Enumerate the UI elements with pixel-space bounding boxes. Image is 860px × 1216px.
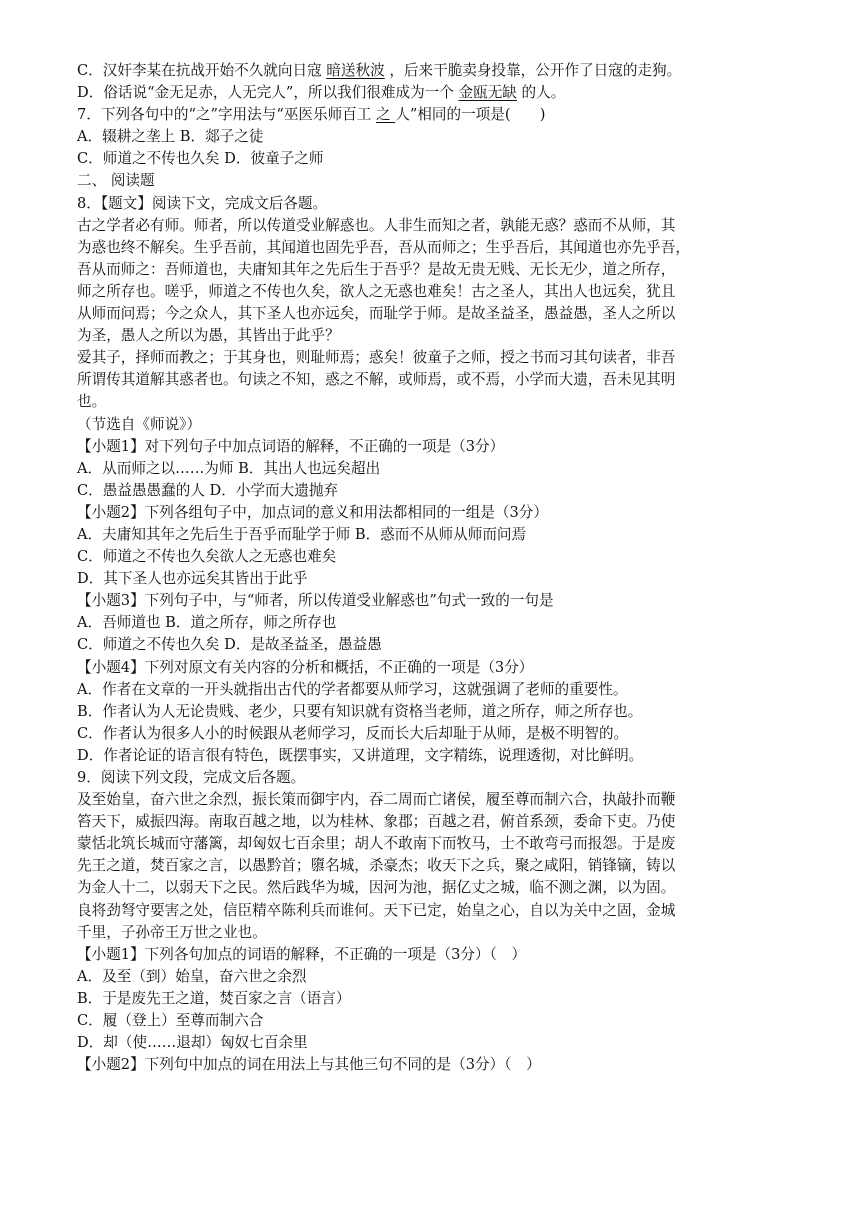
option-line: C．愚益愚愚蠢的人 D．小学而大遗抛弃 — [77, 481, 339, 499]
passage-line: 吾从而师之：吾师道也，夫庸知其年之先后生于吾乎？是故无贵无贱、无长无少，道之所存， — [77, 260, 676, 278]
option-line: D．却（使……退却）匈奴七百余里 — [77, 1034, 308, 1052]
passage-source: （节选自《师说》） — [77, 415, 202, 433]
passage-line: 蒙恬北筑长城而守藩篱，却匈奴七百余里；胡人不敢南下而牧马，士不敢弯弓而报怨。于是废 — [77, 835, 676, 853]
q8-sub3-stem: 【小题3】下列句子中，与“师者，所以传道受业解惑也”句式一致的一句是 — [77, 592, 554, 610]
q8-sub1-stem: 【小题1】对下列句子中加点词语的解释，不正确的一项是（3分） — [77, 437, 505, 455]
passage-line: 为惑也终不解矣。生乎吾前，其闻道也固先乎吾，吾从而师之；生乎吾后，其闻道也亦先乎吾， — [77, 238, 690, 256]
passage-line: 良将劲弩守要害之处，信臣精卒陈利兵而谁何。天下已定，始皇之心，自以为关中之固，金城 — [77, 901, 676, 919]
passage-line: 所谓传其道解其惑者也。句读之不知，惑之不解，或师焉，或不焉，小学而大遗，吾未见其明 — [77, 371, 676, 389]
passage-line: 笞天下，威振四海。南取百越之地，以为桂林、象郡；百越之君，俯首系颈，委命下吏。乃使 — [77, 813, 676, 831]
option-line: C．作者认为很多人小的时候跟从老师学习，反而长大后却耻于从师，是极不明智的。 — [77, 724, 629, 742]
underlined-phrase: 之 — [376, 106, 396, 124]
q6-option-d: D．俗话说“金无足赤，人无完人”，所以我们很难成为一个 金瓯无缺 的人。 — [77, 84, 566, 102]
passage-line: 从师而问焉；今之众人，其下圣人也亦远矣，而耻学于师。是故圣益圣，愚益愚，圣人之所以 — [77, 305, 676, 323]
q8-passage — [77, 215, 787, 436]
option-line: C．履（登上）至尊而制六合 — [77, 1012, 264, 1030]
passage-line: 古之学者必有师。师者，所以传道受业解惑也。人非生而知之者，孰能无惑？惑而不从师，其 — [77, 216, 676, 234]
q8-sub2-stem: 【小题2】下列各组句子中，加点词的意义和用法都相同的一组是（3分） — [77, 503, 548, 521]
option-line: A．夫庸知其年之先后生于吾乎而耻学于师 B．惑而不从师从师而问焉 — [77, 525, 527, 543]
passage-line: 也。 — [77, 393, 107, 411]
option-line: A．作者在文章的一开头就指出古代的学者都要从师学习，这就强调了老师的重要性。 — [77, 680, 628, 698]
q9-sub1-stem: 【小题1】下列各句加点的词语的解释，不正确的一项是（3分）（ ） — [77, 945, 527, 963]
passage-line: 师之所存也。嗟乎，师道之不传也久矣，欲人之无惑也难矣！古之圣人，其出人也远矣，犹且 — [77, 282, 676, 300]
passage-line: 爱其子，择师而教之；于其身也，则耻师焉；惑矣！彼童子之师，授之书而习其句读者，非吾 — [77, 349, 676, 367]
q9-title: 9．阅读下列文段，完成文后各题。 — [77, 769, 306, 786]
underlined-phrase: 金瓯无缺 — [458, 84, 517, 102]
option-line: A．吾师道也 B．道之所存，师之所存也 — [77, 614, 337, 632]
q8-sub4-stem: 【小题4】下列对原文有关内容的分析和概括，不正确的一项是（3分） — [77, 658, 534, 676]
passage-line: 先王之道，焚百家之言，以愚黔首；隳名城，杀豪杰；收天下之兵，聚之咸阳，销锋镝，铸以 — [77, 857, 676, 875]
option-line: D．其下圣人也亦远矣其皆出于此乎 — [77, 570, 308, 588]
q9-passage — [77, 789, 787, 944]
passage-line: 为圣，愚人之所以为愚，其皆出于此乎？ — [77, 327, 340, 345]
option-line: C．师道之不传也久矣欲人之无惑也难矣 — [77, 548, 337, 566]
document-page — [77, 60, 787, 1076]
q6-option-c: C．汉奸李某在抗战开始不久就向日寇 暗送秋波 ，后来干脆卖身投靠，公开作了日寇的走狗。 — [77, 62, 682, 79]
passage-line: 及至始皇，奋六世之余烈，振长策而御宇内，吞二周而亡诸侯，履至尊而制六合，执敲扑而鞭 — [77, 791, 676, 809]
passage-line: 千里，子孙帝王万世之业也。 — [77, 923, 267, 941]
q7-stem: 7．下列各句中的“之”字用法与“巫医乐师百工 之 人”相同的一项是( ) — [77, 106, 546, 124]
q7-options-ab: A．辍耕之垄上 B．郯子之徒 — [77, 128, 264, 146]
underlined-phrase: 暗送秋波 — [326, 62, 385, 79]
option-line: A．及至（到）始皇，奋六世之余烈 — [77, 967, 307, 985]
passage-line: 为金人十二，以弱天下之民。然后践华为城，因河为池，据亿丈之城，临不测之渊，以为固。 — [77, 879, 676, 897]
q9-sub2-stem: 【小题2】下列句中加点的词在用法上与其他三句不同的是（3分）（ ） — [77, 1056, 541, 1074]
option-line: B．作者认为人无论贵贱、老少，只要有知识就有资格当老师，道之所存，师之所存也。 — [77, 702, 643, 720]
option-line: B．于是废先王之道，焚百家之言（语言） — [77, 989, 351, 1007]
option-line: D．作者论证的语言很有特色，既摆事实，又讲道理，文字精练，说理透彻，对比鲜明。 — [77, 746, 644, 764]
q8-title: 8．【题文】阅读下文，完成文后各题。 — [77, 194, 328, 212]
option-line: A．从而师之以……为师 B．其出人也远矣超出 — [77, 459, 381, 477]
section-heading: 二、 阅读题 — [77, 172, 155, 190]
q7-options-cd: C．师道之不传也久矣 D．彼童子之师 — [77, 150, 324, 168]
option-line: C．师道之不传也久矣 D．是故圣益圣，愚益愚 — [77, 636, 382, 654]
